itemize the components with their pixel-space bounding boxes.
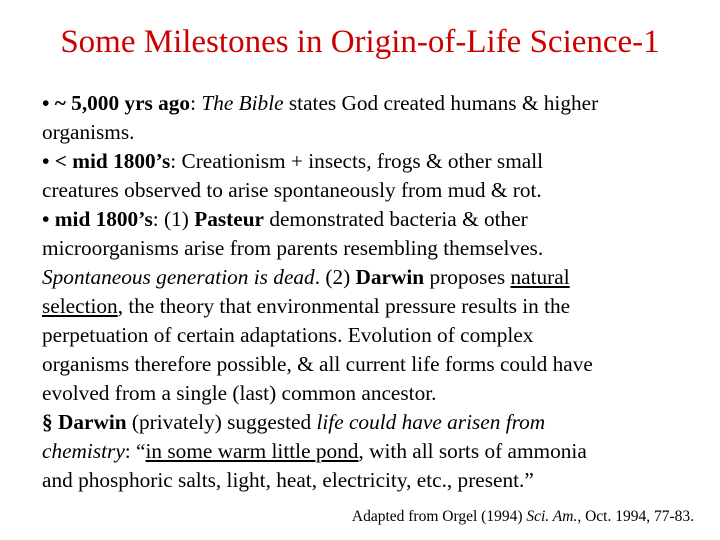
text-run: Darwin — [355, 265, 425, 289]
text-run: states God created humans & higher — [283, 91, 599, 115]
body-line — [42, 379, 682, 408]
text-run: and phosphoric salts, light, heat, electricity, etc., present.” — [42, 468, 534, 492]
text-run: selection — [42, 294, 118, 318]
text-run: , with all sorts of ammonia — [358, 439, 587, 463]
slide-title: Some Milestones in Origin-of-Life Science-1 — [60, 24, 660, 60]
text-run: Adapted from Orgel (1994) — [351, 508, 527, 525]
text-run: : “ — [124, 439, 146, 463]
text-run: perpetuation of certain adaptations. Evolution of complex — [42, 323, 534, 347]
body-line — [42, 176, 682, 205]
body-line — [42, 89, 682, 118]
body-line — [42, 234, 682, 263]
text-run: chemistry — [42, 439, 125, 463]
text-run: proposes — [424, 265, 511, 289]
body-line — [42, 263, 682, 292]
body-line — [42, 292, 682, 321]
text-run: • mid 1800’s — [42, 207, 153, 231]
text-run: . (2) — [314, 265, 356, 289]
text-run: Spontaneous generation is dead — [42, 265, 315, 289]
text-run: Pasteur — [194, 207, 264, 231]
body-line — [42, 118, 682, 147]
text-run: natural — [510, 265, 570, 289]
text-run: , the theory that environmental pressure results in the — [117, 294, 571, 318]
text-run: • ~ 5,000 yrs ago — [42, 91, 191, 115]
slide-body — [42, 89, 682, 495]
text-run: : (1) — [152, 207, 195, 231]
text-run: Sci. Am. — [526, 508, 578, 525]
text-run: in some warm little pond — [145, 439, 359, 463]
text-run: microorganisms arise from parents resembling themselves. — [42, 236, 544, 260]
text-run: The Bible — [201, 91, 284, 115]
text-run: life could have arisen from — [316, 410, 546, 434]
text-run: (privately) suggested — [126, 410, 317, 434]
body-line — [42, 205, 682, 234]
body-line — [42, 408, 682, 437]
body-line — [42, 321, 682, 350]
text-run: : Creationism + insects, frogs & other small — [170, 149, 544, 173]
source-citation — [352, 507, 694, 527]
text-run: organisms therefore possible, & all current life forms could have — [42, 352, 593, 376]
body-line — [42, 466, 682, 495]
text-run: , Oct. 1994, 77-83. — [577, 508, 694, 525]
text-run: organisms. — [42, 120, 135, 144]
body-line — [42, 147, 682, 176]
text-run: : — [190, 91, 202, 115]
text-run: § Darwin — [42, 410, 127, 434]
text-run: evolved from a single (last) common ancestor. — [42, 381, 437, 405]
text-run: creatures observed to arise spontaneously from mud & rot. — [42, 178, 542, 202]
text-run: • < mid 1800’s — [42, 149, 171, 173]
body-line — [42, 350, 682, 379]
body-line — [42, 437, 682, 466]
text-run: demonstrated bacteria & other — [264, 207, 528, 231]
